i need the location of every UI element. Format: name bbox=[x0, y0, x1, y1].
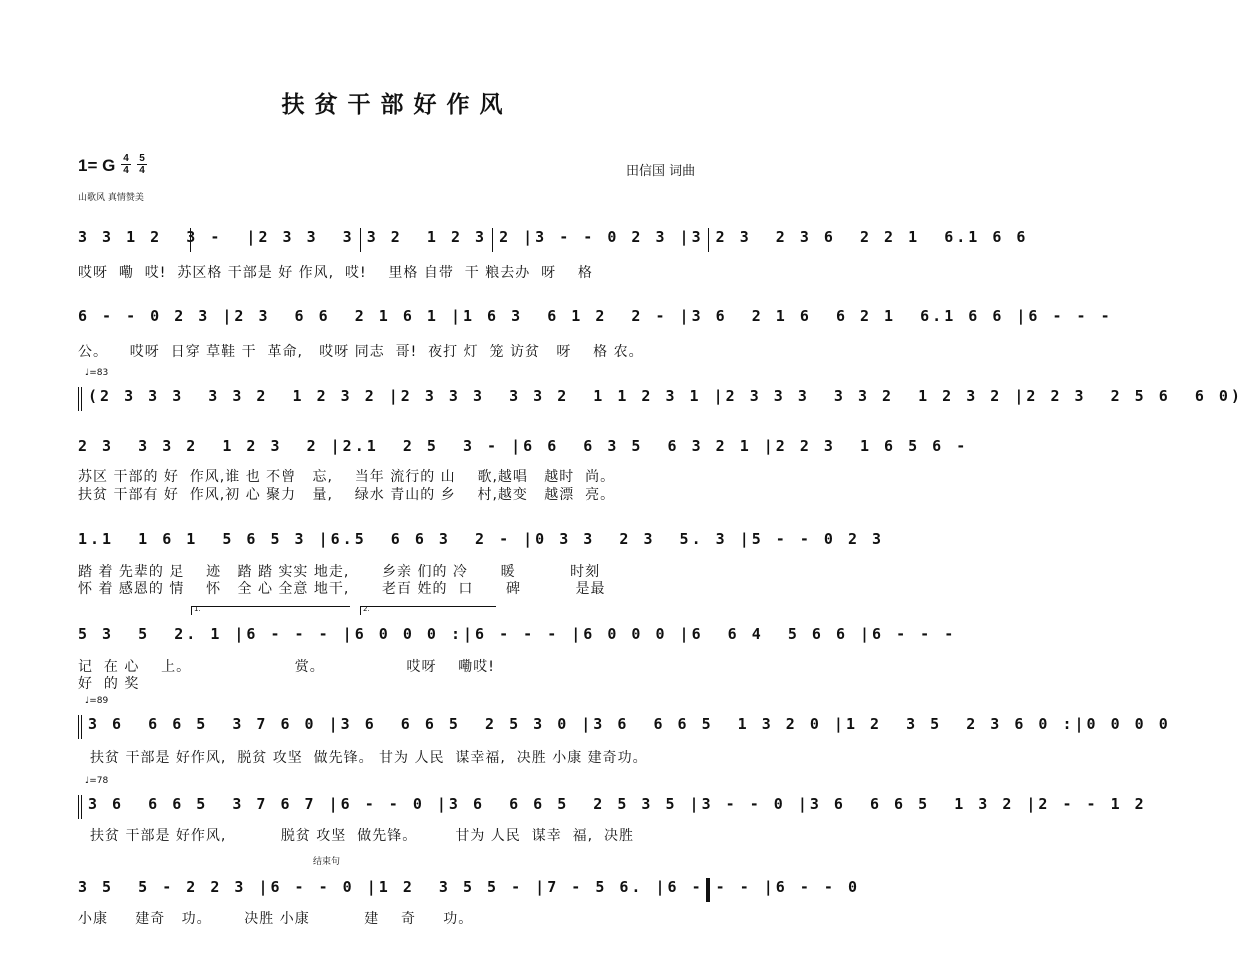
barline bbox=[190, 228, 191, 252]
staff-system-4 bbox=[78, 435, 969, 465]
meter-b-top: 5 bbox=[139, 153, 145, 164]
time-signature-a bbox=[121, 153, 131, 176]
notation-line: 3 6 6 6 5 3 7 6 0 |3 6 6 6 5 2 5 3 0 |3 6 6 6 5 1 3 2 0 |1 2 3 5 2 3 6 0 :|0 0 0 0 bbox=[88, 715, 1171, 733]
staff-system-8 bbox=[78, 793, 1147, 823]
lyric-line: 公。 哎呀 日穿 草鞋 干 革命, 哎呀 同志 哥! 夜打 灯 笼 访贫 呀 格 农。 bbox=[78, 344, 644, 360]
lyric-line: 扶贫 干部是 好作风, 脱贫 攻坚 做先锋。 甘为 人民 谋幸福, 决胜 小康 建奇功。 bbox=[90, 750, 648, 766]
ending-phrase-label: 结束句 bbox=[313, 857, 341, 867]
lyric-line-verse-1: 记 在 心 上。 赏。 哎呀 嘞哎! bbox=[78, 659, 495, 675]
barline bbox=[708, 228, 709, 252]
tempo-mark: ♩=89 bbox=[85, 696, 109, 706]
lyric-line: 扶贫 干部是 好作风, 脱贫 攻坚 做先锋。 甘为 人民 谋幸 福, 决胜 bbox=[90, 828, 634, 844]
lyric-line-verse-1: 踏 着 先辈的 足 迹 踏 踏 实实 地走, 乡亲 们的 冷 暖 时刻 bbox=[78, 564, 601, 580]
second-ending-bracket: 2. bbox=[360, 606, 496, 615]
lyric-line: 小康 建奇 功。 决胜 小康 建 奇 功。 bbox=[78, 911, 474, 927]
notation-line: 3 3 1 2 3 - |2 3 3 3 3 2 1 2 3 2 |3 - - 0 2 3 |3 2 3 2 3 6 2 2 1 6.1 6 6 bbox=[78, 228, 1029, 246]
notation-line: 2 3 3 3 2 1 2 3 2 |2.1 2 5 3 - |6 6 6 3 5 6 3 2 1 |2 2 3 1 6 5 6 - bbox=[78, 437, 969, 455]
lyric-line: 哎呀 嘞 哎! 苏区格 干部是 好 作风, 哎! 里格 自带 干 粮去办 呀 格 bbox=[78, 265, 593, 281]
song-title: 扶贫干部好作风 bbox=[281, 92, 513, 118]
final-barline bbox=[706, 878, 710, 902]
key-signature: 1= G bbox=[78, 156, 116, 175]
staff-system-6 bbox=[78, 623, 957, 653]
notation-line: 3 5 5 - 2 2 3 |6 - - 0 |1 2 3 5 5 - |7 - 5 6. |6 - - - |6 - - 0 bbox=[78, 878, 860, 896]
meter-a-bottom: 4 bbox=[121, 164, 131, 176]
barline bbox=[360, 228, 361, 252]
meter-b-bottom: 4 bbox=[137, 164, 147, 176]
staff-system-9 bbox=[78, 876, 860, 906]
notation-line: (2 3 3 3 3 3 2 1 2 3 2 |2 3 3 3 3 3 2 1 1 2 3 1 |2 3 3 3 3 3 2 1 2 3 2 |2 2 3 2 5 6 6 0) bbox=[88, 387, 1243, 405]
tempo-mark: ♩=83 bbox=[85, 368, 109, 378]
lyric-line-verse-2: 怀 着 感恩的 情 怀 全 心 全意 地干, 老百 姓的 口 碑 是最 bbox=[78, 581, 606, 597]
staff-system-3 bbox=[78, 385, 1243, 415]
tempo-mark: ♩=78 bbox=[85, 776, 109, 786]
notation-line: 3 6 6 6 5 3 7 6 7 |6 - - 0 |3 6 6 6 5 2 5 3 5 |3 - - 0 |3 6 6 6 5 1 3 2 |2 - - 1 2 bbox=[88, 795, 1147, 813]
staff-system-5 bbox=[78, 528, 885, 558]
barline bbox=[492, 228, 493, 252]
time-signature-b bbox=[137, 153, 147, 176]
staff-system-2 bbox=[78, 305, 1113, 335]
style-note: 山歌风 真情赞美 bbox=[78, 193, 144, 203]
notation-line: 1.1 1 6 1 5 6 5 3 |6.5 6 6 3 2 - |0 3 3 2 3 5. 3 |5 - - 0 2 3 bbox=[78, 530, 885, 548]
lyric-line-verse-2: 扶贫 干部有 好 作风,初 心 聚力 量, 绿水 青山的 乡 村,越变 越漂 亮。 bbox=[78, 487, 616, 503]
meter-a-top: 4 bbox=[123, 153, 129, 164]
staff-system-7 bbox=[78, 713, 1171, 743]
notation-line: 6 - - 0 2 3 |2 3 6 6 2 1 6 1 |1 6 3 6 1 2 2 - |3 6 2 1 6 6 2 1 6.1 6 6 |6 - - - bbox=[78, 307, 1113, 325]
author-credit: 田信国 词曲 bbox=[626, 164, 696, 179]
notation-line: 5 3 5 2. 1 |6 - - - |6 0 0 0 :|6 - - - |6 0 0 0 |6 6 4 5 6 6 |6 - - - bbox=[78, 625, 957, 643]
lyric-line-verse-1: 苏区 干部的 好 作风,谁 也 不曾 忘, 当年 流行的 山 歌,越唱 越时 尚。 bbox=[78, 469, 616, 485]
staff-system-1 bbox=[78, 226, 1029, 256]
first-ending-bracket: 1. bbox=[191, 606, 350, 615]
lyric-line-verse-2: 好 的 奖 bbox=[78, 676, 140, 692]
